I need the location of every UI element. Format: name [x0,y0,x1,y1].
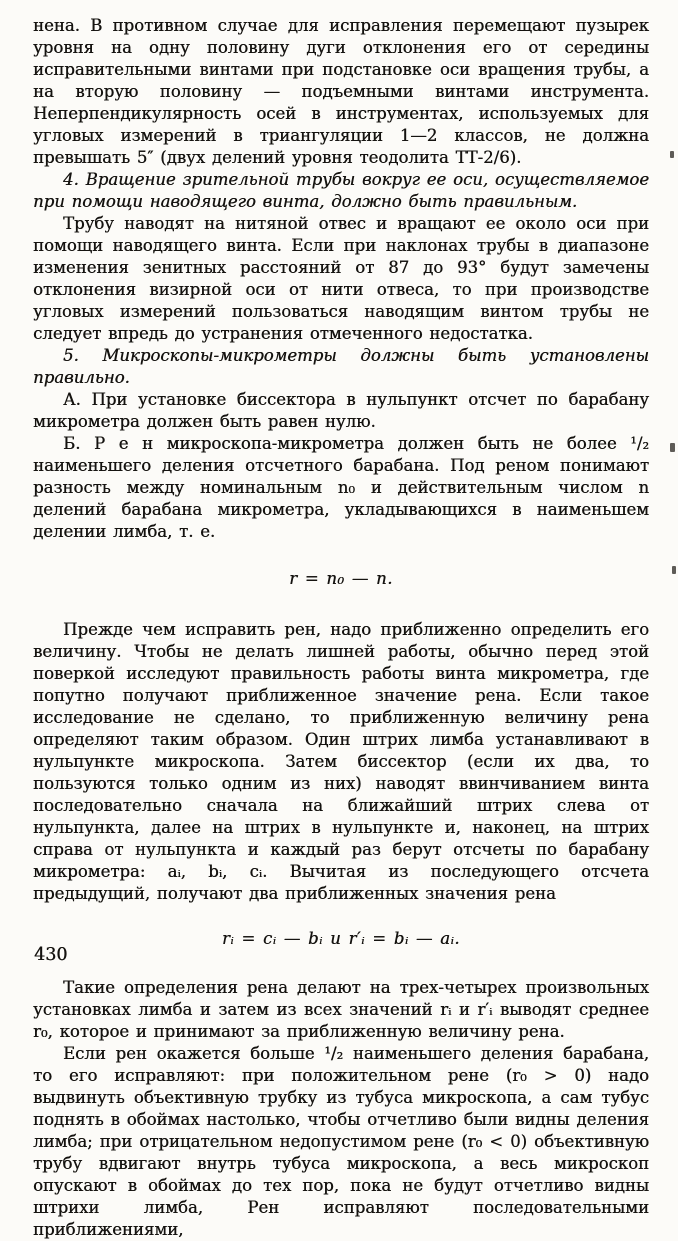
scan-artifact [670,443,675,452]
paragraph-item-b-run-definition: Б. Р е н микроскопа-микрометра должен быть не более ¹/₂ наименьшего деления отсчетного барабана. Под реном понимают разность между номинальным n₀ и действительным числом n делений барабана микрометра, укладывающихся в наименьшем делении лимба, т. е. [33,434,649,541]
scan-artifact [672,566,676,574]
paragraph-run-measurement-procedure: Прежде чем исправить рен, надо приближенно определить его величину. Чтобы не делать лишней работы, обычно перед этой поверкой исследуют правильность работы винта микрометра, где попутно получают приближенное значение рена. Если такое исследование не сделано, то приближенную величину рена определяют таким образом. Один штрих лимба устанавливают в нульпункте микроскопа. Затем биссектор (если их два, то пользуются только одним из них) наводят ввинчиванием винта последовательно сначала на ближайший штрих слева от нульпункта, далее на штрих в нульпункте и, наконец, на штрих справа от нульпункта и каждый раз берут отсчеты по барабану микрометра: aᵢ, bᵢ, cᵢ. Вычитая из последующего отсчета предыдущий, получают два приближенных значения рена [33,620,649,903]
formula-run-approximations: rᵢ = cᵢ — bᵢ и r′ᵢ = bᵢ — aᵢ. [221,929,461,948]
section-heading-4: 4. Вращение зрительной трубы вокруг ее оси, осуществляемое при помощи наводящего винта, должно быть правильным. [33,170,649,211]
page-number: 430 [34,945,68,965]
paragraph-run-averaging: Такие определения рена делают на трех-четырех произвольных установках лимба и затем из всех значений rᵢ и r′ᵢ выводят среднее r₀, которое и принимают за приближенную величину рена. [33,978,649,1041]
paragraph-run-correction: Если рен окажется больше ¹/₂ наименьшего деления барабана, то его исправляют: при положительном рене (r₀ > 0) надо выдвинуть объективную трубку из тубуса микроскопа, а сам тубус поднять в обоймах настолько, чтобы отчетливо были видны деления лимба; при отрицательном недопустимом рене (r₀ < 0) объективную трубу вдвигают внутрь тубуса микроскопа, а весь микроскоп опускают в обоймах до тех пор, пока не будут отчетливо видны штрихи лимба, Рен исправляют последовательными приближениями, [33,1044,649,1239]
scan-artifact [670,151,674,158]
formula-run-definition: r = n₀ — n. [289,569,393,588]
paragraph-tube-rotation-check: Трубу наводят на нитяной отвес и вращают ее около оси при помощи наводящего винта. Если при наклонах трубы в диапазоне изменения зенитных расстояний от 87 до 93° будут замечены отклонения визирной оси от нити отвеса, то при производстве угловых измерений пользоваться наводящим винтом трубы не следует впредь до устранения отмеченного недостатка. [33,214,649,343]
paragraph-level-check-continuation: нена. В противном случае для исправления перемещают пузырек уровня на одну половину дуги отклонения его от середины исправительными винтами при подстановке оси вращения трубы, а на вторую половину — подъемными винтами инструмента. Неперпендикулярность осей в инструментах, используемых для угловых измерений в триангуляции 1—2 классов, не должна превышать 5″ (двух делений уровня теодолита ТТ-2/6). [33,16,649,167]
paragraph-item-a: А. При установке биссектора в нульпункт отсчет по барабану микрометра должен быть равен нулю. [33,390,649,431]
section-heading-5: 5. Микроскопы-микрометры должны быть установлены правильно. [33,346,649,387]
